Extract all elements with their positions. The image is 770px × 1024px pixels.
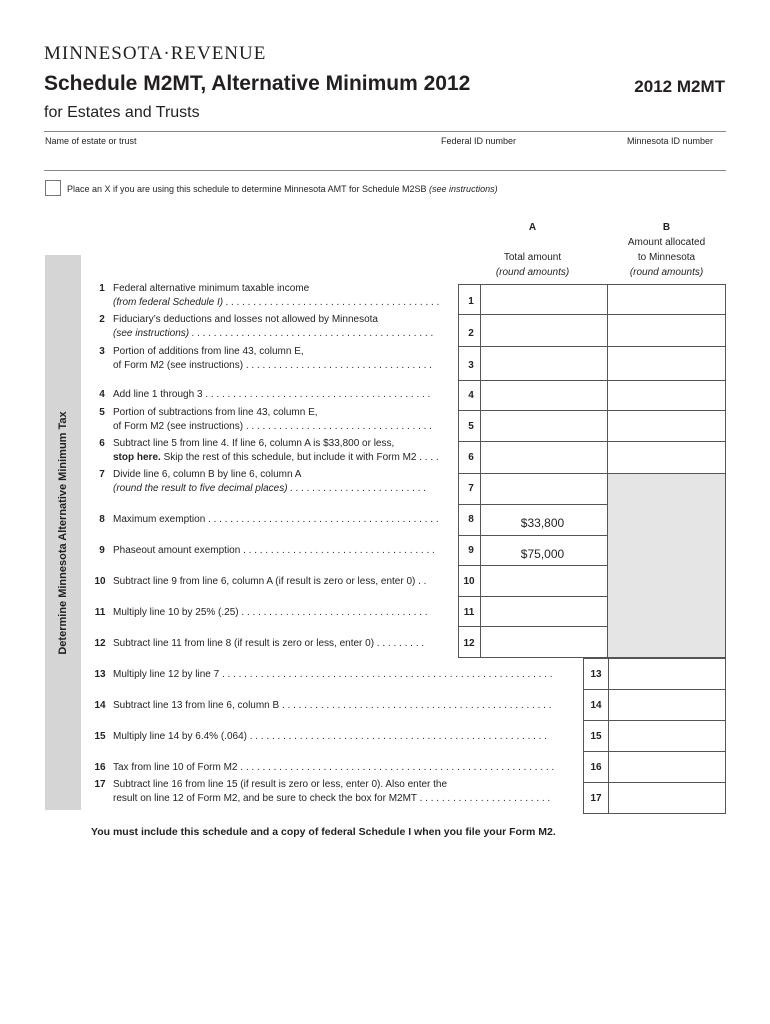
line-number: 14 xyxy=(94,700,106,711)
name-field[interactable] xyxy=(44,148,436,168)
name-label: Name of estate or trust xyxy=(45,136,137,146)
line-box-number: 12 xyxy=(463,638,475,649)
line-11-text: Multiply line 10 by 25% (.25) . . . . . . . . . . . . . . . . . . . . . . . . . . . . . . . . . . xyxy=(113,607,428,618)
line-14-input[interactable] xyxy=(609,690,725,719)
line-12-text: Subtract line 11 from line 8 (if result is zero or less, enter 0) . . . . . . . . . xyxy=(113,638,425,649)
line-1-text: Federal alternative minimum taxable income (from federal Schedule I) . . . . . . . . . . . . . . . . . . . . . . . . . . . . . . . . . . . . . . . xyxy=(113,283,440,308)
line-number: 9 xyxy=(99,545,105,556)
line-box-number: 6 xyxy=(468,452,474,463)
shaded-area xyxy=(608,473,725,657)
form-subtitle: for Estates and Trusts xyxy=(44,104,200,121)
line-number: 15 xyxy=(94,731,106,742)
line-4a-input[interactable] xyxy=(481,381,606,409)
line-9-text: Phaseout amount exemption . . . . . . . . . . . . . . . . . . . . . . . . . . . . . . . . . . . xyxy=(113,545,435,556)
line-4-text: Add line 1 through 3 . . . . . . . . . . . . . . . . . . . . . . . . . . . . . . . . . . . . . . . . . xyxy=(113,389,431,400)
brand-logo: MINNESOTA·REVENUE xyxy=(44,43,267,64)
line-number: 7 xyxy=(99,469,105,480)
line-15-input[interactable] xyxy=(609,721,725,750)
line-2b-input[interactable] xyxy=(608,315,725,345)
line-3a-input[interactable] xyxy=(481,347,606,379)
line-8-text: Maximum exemption . . . . . . . . . . . . . . . . . . . . . . . . . . . . . . . . . . . . . . . . . . xyxy=(113,514,439,525)
line-3-text: Portion of additions from line 43, column E, of Form M2 (see instructions) . . . . . . . . . . . . . . . . . . . . . . . . . . . . . . . . . . xyxy=(113,346,432,371)
line-5-text: Portion of subtractions from line 43, column E, of Form M2 (see instructions) . . . . . . . . . . . . . . . . . . . . . . . . . . . . . . . . . . xyxy=(113,407,432,432)
line-6-text: Subtract line 5 from line 4. If line 6, column A is $33,800 or less, stop here. Skip the rest of this schedule, but include it with Form M2 . . . . xyxy=(113,438,439,463)
footer-note: You must include this schedule and a copy of federal Schedule I when you file your Form M2. xyxy=(91,826,556,838)
line-box-number: 17 xyxy=(590,793,602,804)
line-box-number: 16 xyxy=(590,762,602,773)
line-box-number: 5 xyxy=(468,421,474,432)
line-number: 16 xyxy=(94,762,106,773)
line-16-input[interactable] xyxy=(609,752,725,781)
checkbox-label: Place an X if you are using this schedule to determine Minnesota AMT for Schedule M2SB (see instructions) xyxy=(67,184,498,194)
line-number: 1 xyxy=(99,283,105,294)
column-b-header: B Amount allocated to Minnesota (round amounts) xyxy=(627,222,706,278)
line-17-text: Subtract line 16 from line 15 (if result is zero or less, enter 0). Also enter the result on line 12 of Form M2, and be sure to check the box for M2MT . . . . . . . . . . . . . . . . . . . . . . . . xyxy=(113,779,551,804)
column-a-header: A Total amount (round amounts) xyxy=(495,222,570,278)
line-number: 11 xyxy=(94,607,106,618)
row-divider xyxy=(458,535,608,536)
line-10-text: Subtract line 9 from line 6, column A (if result is zero or less, enter 0) . . xyxy=(113,576,427,587)
line-box-number: 3 xyxy=(468,360,474,371)
line-14-text: Subtract line 13 from line 6, column B . . . . . . . . . . . . . . . . . . . . . . . . . . . . . . . . . . . . . . . . . . . . . . . . . xyxy=(113,700,552,711)
line-5b-input[interactable] xyxy=(608,411,725,440)
line-8-amount: $33,800 xyxy=(520,516,565,530)
line-box-number: 11 xyxy=(463,607,475,618)
line-number: 3 xyxy=(99,346,105,357)
divider xyxy=(44,170,726,171)
federal-id-field[interactable] xyxy=(440,148,622,168)
line-11-input[interactable] xyxy=(481,597,606,625)
line-2a-input[interactable] xyxy=(481,315,606,345)
line-13-input[interactable] xyxy=(609,659,725,688)
line-box-number: 15 xyxy=(590,731,602,742)
line-9-amount: $75,000 xyxy=(520,547,565,561)
line-3b-input[interactable] xyxy=(608,347,725,379)
line-2-text: Fiduciary’s deductions and losses not allowed by Minnesota (see instructions) . . . . . . . . . . . . . . . . . . . . . . . . . . . . . . . . . . . . . . . . . . . . xyxy=(113,314,434,339)
line-17-input[interactable] xyxy=(609,783,725,813)
line-16-text: Tax from line 10 of Form M2 . . . . . . . . . . . . . . . . . . . . . . . . . . . . . . . . . . . . . . . . . . . . . . . . . . . . . . . . . xyxy=(113,762,555,773)
line-number: 12 xyxy=(94,638,106,649)
line-box-number: 8 xyxy=(468,514,474,525)
line-1a-input[interactable] xyxy=(481,285,606,313)
mn-id-field[interactable] xyxy=(626,148,726,168)
m2sb-checkbox[interactable] xyxy=(45,180,61,196)
line-number: 17 xyxy=(94,779,106,790)
mn-id-label: Minnesota ID number xyxy=(627,136,714,146)
line-box-number: 7 xyxy=(468,483,474,494)
line-10-input[interactable] xyxy=(481,567,606,595)
row-divider xyxy=(458,565,608,566)
row-divider xyxy=(458,626,608,627)
line-box-number: 14 xyxy=(590,700,602,711)
form-title: Schedule M2MT, Alternative Minimum 2012 xyxy=(44,72,471,95)
line-4b-input[interactable] xyxy=(608,381,725,409)
line-box-number: 1 xyxy=(468,296,474,307)
divider xyxy=(44,131,726,132)
line-12-input[interactable] xyxy=(481,628,606,657)
line-box-number: 13 xyxy=(590,669,602,680)
form-id: 2012 M2MT xyxy=(634,77,725,96)
section-sidebar xyxy=(45,255,81,810)
line-5a-input[interactable] xyxy=(481,411,606,440)
sidebar-label: Determine Minnesota Alternative Minimum Tax xyxy=(57,410,69,655)
line-1b-input[interactable] xyxy=(608,285,725,313)
line-number: 4 xyxy=(99,389,105,400)
line-number: 13 xyxy=(94,669,106,680)
line-7-text: Divide line 6, column B by line 6, column A (round the result to five decimal places) . . . . . . . . . . . . . . . . . . . . . . . . . xyxy=(113,469,427,494)
row-divider xyxy=(458,504,608,505)
line-box-number: 2 xyxy=(468,328,474,339)
line-number: 5 xyxy=(99,407,105,418)
line-box-number: 9 xyxy=(468,545,474,556)
line-13-text: Multiply line 12 by line 7 . . . . . . . . . . . . . . . . . . . . . . . . . . . . . . . . . . . . . . . . . . . . . . . . . . . . . . . . . . . . xyxy=(113,669,553,680)
line-6a-input[interactable] xyxy=(481,442,606,472)
line-6b-input[interactable] xyxy=(608,442,725,472)
federal-id-label: Federal ID number xyxy=(441,136,517,146)
line-number: 6 xyxy=(99,438,105,449)
line-box-number: 10 xyxy=(463,576,475,587)
line-number: 10 xyxy=(94,576,106,587)
line-box-number: 4 xyxy=(468,390,474,401)
line-7a-input[interactable] xyxy=(481,474,606,503)
line-number: 2 xyxy=(99,314,105,325)
line-15-text: Multiply line 14 by 6.4% (.064) . . . . . . . . . . . . . . . . . . . . . . . . . . . . . . . . . . . . . . . . . . . . . . . . . . . . . . xyxy=(113,731,548,742)
line-number: 8 xyxy=(99,514,105,525)
